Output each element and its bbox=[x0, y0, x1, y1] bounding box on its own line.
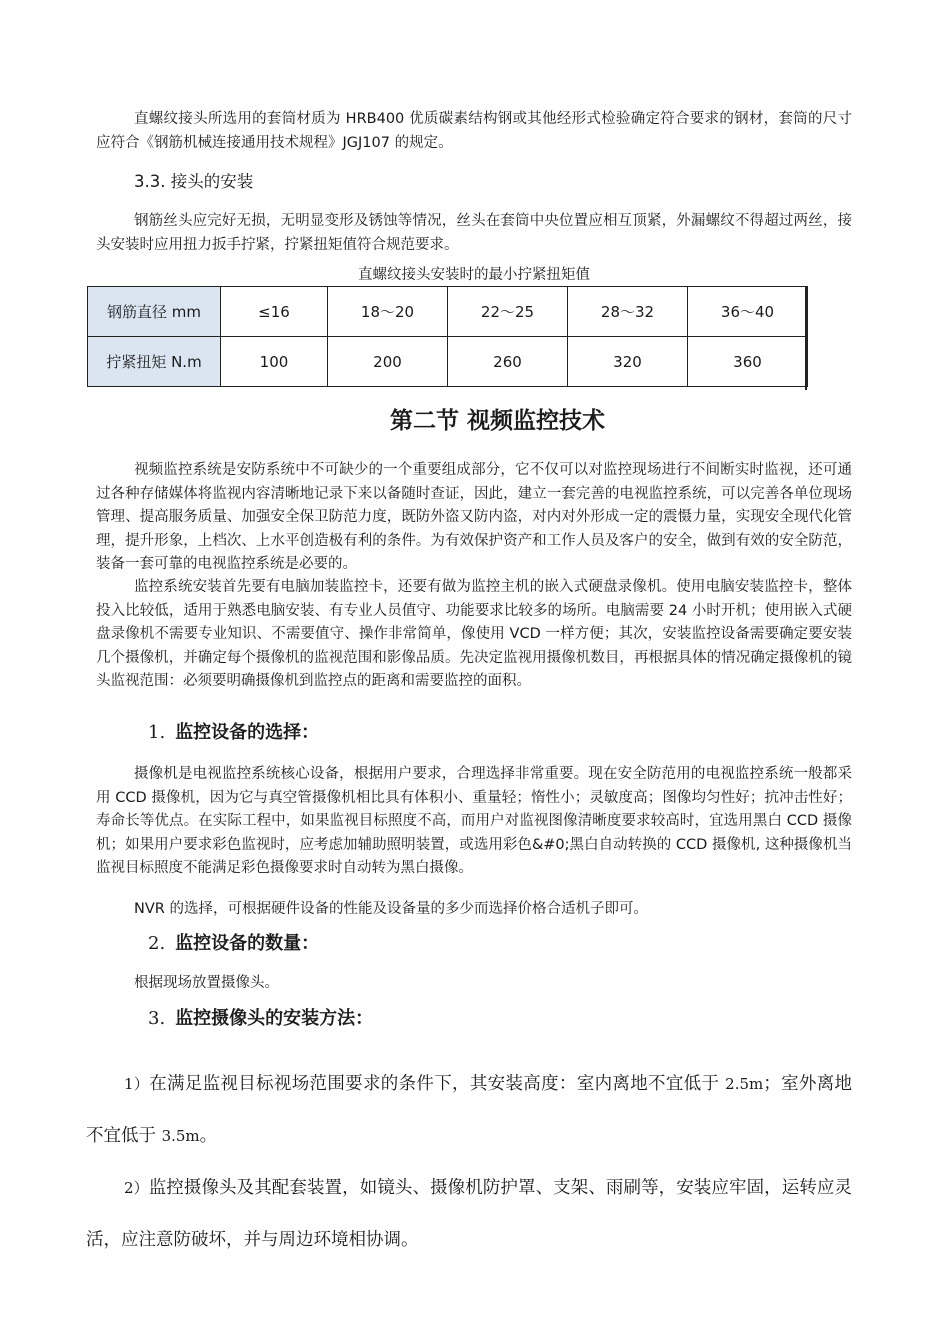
paragraph-thread-install: 钢筋丝头应完好无损，无明显变形及锈蚀等情况，丝头在套筒中央位置应相互顶紧，外漏螺纹不得超过两丝，接头安装时应用扭力扳手拧紧，拧紧扭矩值符合规范要求。 bbox=[96, 213, 852, 253]
paragraph-sleeve-material: 直螺纹接头所选用的套筒材质为 HRB400 优质碳素结构钢或其他经形式检验确定符合要求的钢材，套筒的尺寸应符合《钢筋机械连接通用技术规程》JGJ107 的规定。 bbox=[96, 111, 852, 151]
table-cell: 260 bbox=[448, 337, 568, 387]
list-item-text: 在满足监视目标视场范围要求的条件下，其安装高度：室内离地不宜低于 bbox=[149, 1074, 726, 1094]
heading-equipment-selection bbox=[148, 718, 319, 744]
table-cell: 200 bbox=[328, 337, 448, 387]
list-item-mounting bbox=[86, 1162, 852, 1266]
list-item-number: 2） bbox=[124, 1179, 149, 1197]
table-cell: 100 bbox=[221, 337, 328, 387]
paragraph-camera-selection: 摄像机是电视监控系统核心设备，根据用户要求，合理选择非常重要。现在安全防范用的电视监控系统一般都采用 CCD 摄像机，因为它与真空管摄像机相比具有体积小、重量轻；惰性小；灵敏度高；图像均匀性好；抗冲击性好；寿命长等优点。在实际工程中，如果监视目标照度不高，而用户对监视图像清晰度要求较高时，宜选用黑白 CCD 摄像机；如果用户要求彩色监视时，应考虑加辅助照明装置，或选用彩色&#0;黑白自动转换的 CCD 摄像机, 这种摄像机当监视目标照度不能满足彩色摄像要求时自动转为黑白摄像。 bbox=[96, 766, 852, 876]
table-header-cell: 拧紧扭矩 N.m bbox=[88, 337, 221, 387]
torque-table bbox=[87, 286, 808, 387]
table-cell: ≤16 bbox=[221, 287, 328, 337]
table-header-cell: 钢筋直径 mm bbox=[88, 287, 221, 337]
heading-number: 3. bbox=[148, 1008, 166, 1029]
list-item-text: ；室外离地不宜低于 bbox=[86, 1074, 853, 1146]
paragraph-installation-overview: 监控系统安装首先要有电脑加装监控卡，还要有做为监控主机的嵌入式硬盘录像机。使用电脑安装监控卡，整体投入比较低，适用于熟悉电脑安装、有专业人员值守、功能要求比较多的场所。电脑需要 24 小时开机；使用嵌入式硬盘录像机不需要专业知识、不需要值守、操作非常简单，像使用 VCD 一样方便；其次，安装监控设备需要确定要安装几个摄像机，并确定每个摄像机的监视范围和影像品质。先决定监视用摄像机数目，再根据具体的情况确定摄像机的镜头监视范围：必须要明确摄像机到监控点的距离和需要监控的面积。 bbox=[96, 579, 852, 689]
paragraph-nvr: NVR 的选择，可根据硬件设备的性能及设备量的多少而选择价格合适机子即可。 bbox=[134, 901, 648, 917]
heading-equipment-quantity bbox=[148, 929, 319, 955]
list-item-text: 监控摄像头及其配套装置，如镜头、摄像机防护罩、支架、雨刷等，安装应牢固，运转应灵活，应注意防破坏，并与周边环境相协调。 bbox=[86, 1178, 853, 1250]
heading-joint-installation: 3.3. 接头的安装 bbox=[134, 172, 254, 191]
table-row bbox=[88, 287, 808, 337]
heading-installation-method bbox=[148, 1004, 373, 1030]
table-cell: 18～20 bbox=[328, 287, 448, 337]
heading-text: 监控摄像头的安装方法： bbox=[175, 1008, 374, 1029]
height-value-indoor: 2.5m bbox=[725, 1075, 764, 1093]
height-value-outdoor: 3.5m bbox=[161, 1127, 200, 1145]
heading-number: 2. bbox=[148, 933, 166, 954]
table-cell: 360 bbox=[688, 337, 808, 387]
paragraph-camera-placement: 根据现场放置摄像头。 bbox=[134, 975, 279, 991]
section-title: 第二节 视频监控技术 bbox=[389, 408, 605, 434]
list-item-text: 。 bbox=[199, 1126, 218, 1146]
table-cell: 22～25 bbox=[448, 287, 568, 337]
table-border-shadow bbox=[805, 286, 807, 390]
table-cell: 28～32 bbox=[568, 287, 688, 337]
paragraph-video-intro: 视频监控系统是安防系统中不可缺少的一个重要组成部分，它不仅可以对监控现场进行不间断实时监视，还可通过各种存储媒体将监视内容清晰地记录下来以备随时查证，因此，建立一套完善的电视监控系统，可以完善各单位现场管理、提高服务质量、加强安全保卫防范力度，既防外盗又防内盗，对内对外形成一定的震慑力量，实现安全现代化管理，提升形象，上档次、上水平创造极有利的条件。为有效保护资产和工作人员及客户的安全，做到有效的安全防范，装备一套可靠的电视监控系统是必要的。 bbox=[96, 462, 852, 572]
heading-number: 1. bbox=[148, 722, 166, 743]
table-row bbox=[88, 337, 808, 387]
list-item-installation-height bbox=[86, 1058, 852, 1162]
table-caption: 直螺纹接头安装时的最小拧紧扭矩值 bbox=[358, 267, 590, 283]
table-cell: 320 bbox=[568, 337, 688, 387]
list-item-number: 1） bbox=[124, 1075, 150, 1093]
heading-text: 监控设备的选择： bbox=[175, 722, 320, 743]
heading-text: 监控设备的数量： bbox=[175, 933, 320, 954]
table-cell: 36～40 bbox=[688, 287, 808, 337]
